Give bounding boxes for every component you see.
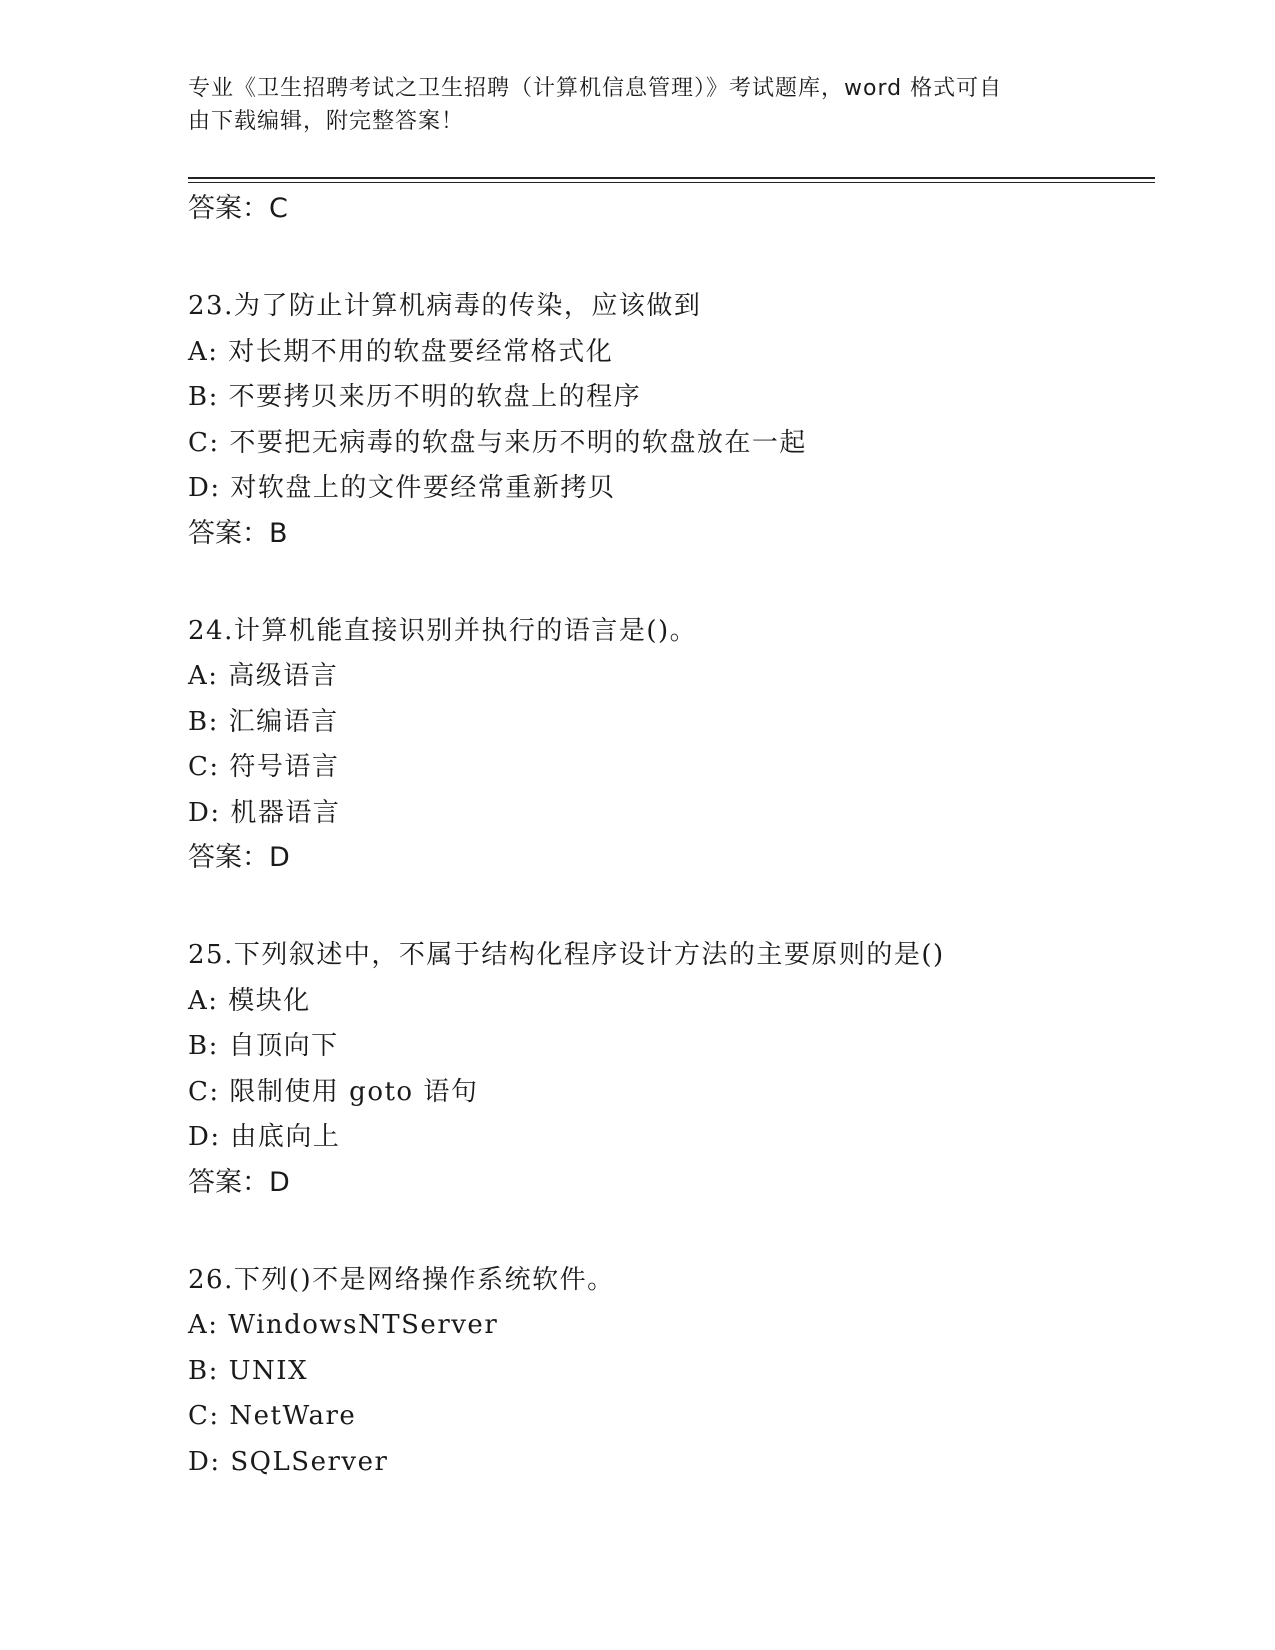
question-list: [188, 191, 1155, 1480]
answer-line: 答案：C: [188, 193, 288, 224]
option-a: A: 高级语言: [188, 661, 339, 691]
question-24: [188, 613, 1155, 877]
header-line-1: 专业《卫生招聘考试之卫生招聘（计算机信息管理）》考试题库，word 格式可自: [188, 76, 1003, 101]
option-d: D: 由底向上: [188, 1122, 341, 1152]
answer-line: 答案：B: [188, 517, 288, 549]
option-a: A: 对长期不用的软盘要经常格式化: [188, 336, 614, 367]
option-d: D: 机器语言: [188, 797, 341, 828]
question-23: [188, 288, 1155, 552]
answer-line: 答案：D: [188, 842, 290, 873]
option-b: B: 不要拷贝来历不明的软盘上的程序: [188, 382, 642, 412]
question-stem: 23.为了防止计算机病毒的传染，应该做到: [188, 291, 702, 321]
option-d: D: 对软盘上的文件要经常重新拷贝: [188, 473, 616, 503]
question-26: [188, 1262, 1155, 1480]
question-stem: 25.下列叙述中，不属于结构化程序设计方法的主要原则的是(): [188, 940, 945, 970]
header-rule-thick: [188, 177, 1155, 179]
option-d: D: SQLServer: [188, 1446, 389, 1477]
option-b: B: UNIX: [188, 1355, 309, 1386]
answer-line: 答案：D: [188, 1166, 290, 1198]
option-c: C: 限制使用 goto 语句: [188, 1076, 479, 1107]
option-b: B: 汇编语言: [188, 706, 339, 737]
question-stem: 26.下列()不是网络操作系统软件。: [188, 1264, 615, 1295]
option-c: C: 不要把无病毒的软盘与来历不明的软盘放在一起: [188, 427, 807, 458]
option-a: A: 模块化: [188, 985, 311, 1016]
question-stem: 24.计算机能直接识别并执行的语言是()。: [188, 615, 698, 646]
option-c: C: 符号语言: [188, 752, 340, 782]
option-a: A: WindowsNTServer: [188, 1310, 499, 1340]
question-25: [188, 937, 1155, 1201]
header-line-2: 由下载编辑，附完整答案！: [188, 109, 465, 134]
option-b: B: 自顶向下: [188, 1031, 339, 1061]
option-c: C: NetWare: [188, 1401, 357, 1431]
document-header: [188, 72, 1088, 138]
header-rule-thin: [188, 182, 1155, 183]
